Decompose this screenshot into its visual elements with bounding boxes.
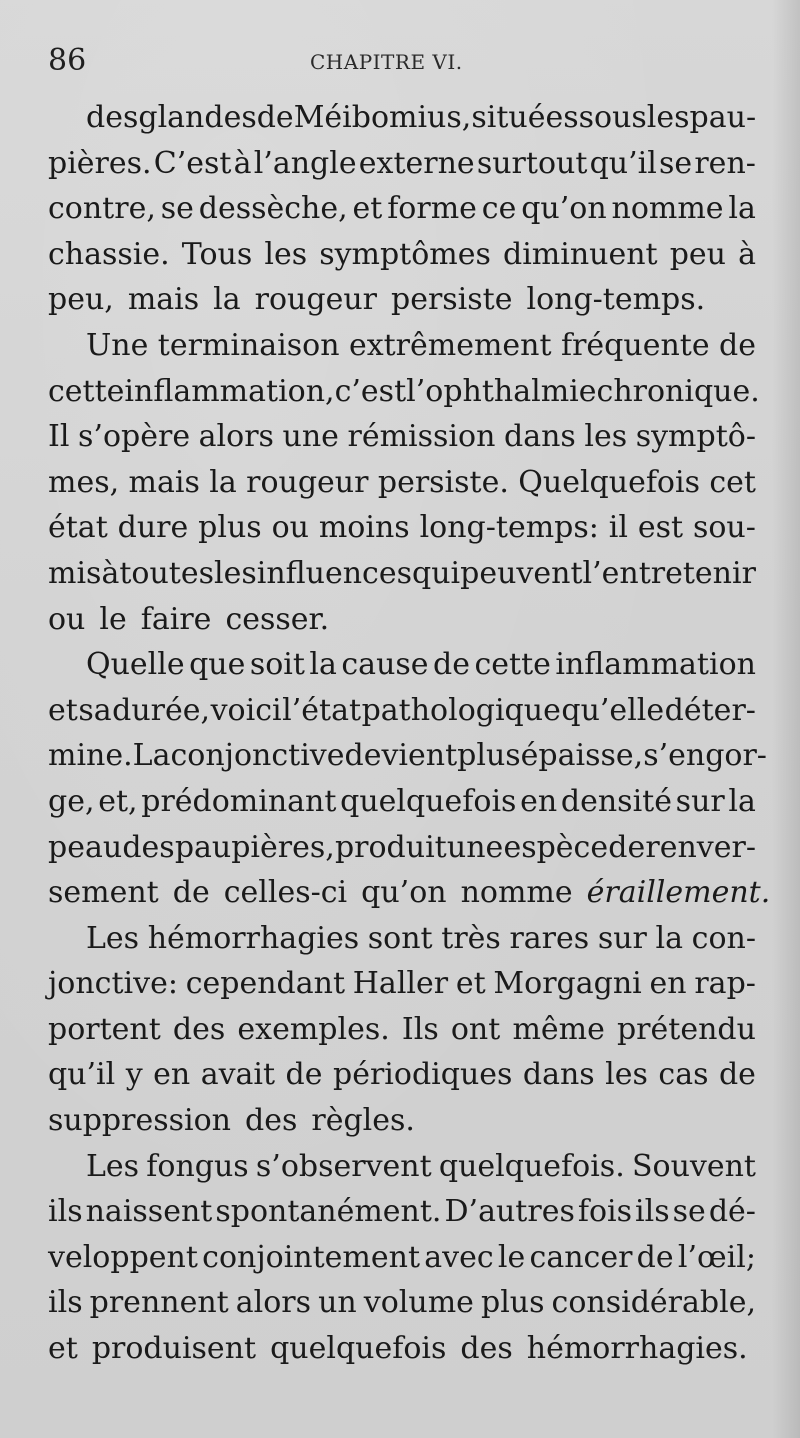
word: peu, [48, 282, 114, 318]
word: de [636, 1239, 674, 1275]
word: prédominant [141, 783, 337, 819]
word: se [672, 1194, 706, 1230]
word: sur [597, 920, 647, 956]
word: Les [86, 1148, 140, 1184]
word: D’autres [444, 1194, 575, 1230]
word: veloppent [48, 1239, 198, 1275]
word: la [728, 191, 756, 227]
word: de [608, 829, 646, 865]
word: de [256, 100, 294, 135]
word: plus [480, 1285, 545, 1321]
word: et [48, 1331, 78, 1367]
word: et [352, 191, 383, 227]
text-line [48, 277, 756, 323]
word: ren- [694, 145, 756, 181]
word: Quelquefois [518, 464, 700, 500]
word: cancer [529, 1239, 633, 1275]
word: nomme [460, 875, 573, 911]
text-line [48, 1007, 756, 1053]
word: forme [387, 191, 477, 227]
word: cause [341, 647, 429, 683]
word: qu’il [48, 1057, 116, 1093]
word: très [441, 920, 501, 956]
word: les [646, 100, 690, 135]
text-line [48, 460, 756, 506]
text-line [48, 1098, 756, 1144]
word: sou- [692, 510, 756, 546]
word: de [285, 1057, 323, 1093]
word: densité [560, 783, 672, 819]
word: qu’il [589, 145, 657, 181]
word: la [655, 920, 683, 956]
word: en [649, 966, 687, 1002]
text-line [48, 1235, 756, 1281]
text-line [48, 505, 756, 551]
word: suppression [48, 1103, 231, 1139]
word: nomme [611, 191, 724, 227]
word: paupières, [174, 829, 335, 865]
word: des [245, 1103, 298, 1139]
word: persiste. [377, 464, 509, 500]
word: Tous [181, 236, 253, 272]
text-line [86, 323, 756, 369]
word: s’observent [255, 1148, 432, 1184]
word: peu [669, 236, 726, 272]
word: les [213, 555, 257, 591]
text-line [48, 141, 756, 187]
word: sont [367, 920, 433, 956]
word: contre, [48, 191, 156, 227]
word: quelquefois [340, 783, 517, 819]
word: ils [635, 1194, 670, 1230]
word: con- [691, 920, 756, 956]
word: mes, [48, 464, 120, 500]
word: C’est [153, 145, 232, 181]
word: peuvent [460, 555, 583, 591]
word: naissent [85, 1194, 213, 1230]
word: situées [471, 100, 579, 135]
word: il [608, 510, 628, 546]
word: Une [86, 327, 149, 363]
word: de [172, 875, 210, 911]
word: toutes [119, 555, 214, 591]
word: des [86, 100, 139, 135]
word: diminuent [503, 236, 658, 272]
word: de [718, 327, 756, 363]
word: pathologique [361, 692, 561, 728]
word: ils [48, 1285, 83, 1321]
word: dessèche, [198, 191, 348, 227]
word: mais [128, 464, 200, 500]
word: alors [198, 419, 274, 455]
word: terminaison [157, 327, 340, 363]
word: Morgagni [493, 966, 642, 1002]
word: pau- [689, 100, 757, 135]
word: conjointement [202, 1239, 421, 1275]
word: extrêmement [348, 327, 552, 363]
word: dans [522, 1057, 595, 1093]
word: mine. [48, 738, 133, 774]
word: persiste [390, 282, 513, 318]
word: à [738, 236, 756, 272]
word: se [160, 191, 194, 227]
word: c’est [334, 373, 407, 409]
word: plus [457, 738, 521, 774]
text-line [48, 551, 756, 597]
word: et [48, 692, 78, 728]
text-line [48, 870, 771, 916]
word: fréquente [560, 327, 710, 363]
word: périodiques [332, 1057, 513, 1093]
word: est [637, 510, 684, 546]
word: à [101, 555, 120, 591]
word: des [460, 1331, 513, 1367]
word: devient [344, 738, 458, 774]
word: la [213, 282, 241, 318]
word: ou [48, 601, 86, 637]
word: le [497, 1239, 526, 1275]
word: des [122, 829, 175, 865]
word: chassie. [48, 236, 170, 272]
word: épaisse, [520, 738, 644, 774]
word: hémorrhagies. [526, 1331, 748, 1367]
word: l’entretenir [582, 555, 756, 591]
word: dans [503, 419, 576, 455]
word: fongus [146, 1148, 249, 1184]
word: cas [658, 1057, 709, 1093]
text-line [48, 961, 756, 1007]
word: qu’on [521, 191, 607, 227]
word: produit [334, 829, 447, 865]
word: cependant [185, 966, 346, 1002]
word: et [455, 966, 486, 1002]
word: mais [127, 282, 200, 318]
word: la [309, 647, 337, 683]
text-line [86, 1144, 756, 1190]
text-line [48, 688, 756, 734]
word: Méibomius, [293, 100, 472, 135]
word: produisent [91, 1331, 257, 1367]
word: soit [249, 647, 305, 683]
text-line [86, 95, 756, 141]
word: jonctive: [48, 966, 178, 1002]
word: y [125, 1057, 143, 1093]
word: portent [48, 1011, 161, 1047]
word: fois [577, 1194, 633, 1230]
word: les [605, 1057, 648, 1093]
word: prétendu [616, 1011, 756, 1047]
word: rougeur [254, 282, 377, 318]
word: en [153, 1057, 191, 1093]
word: mis [48, 555, 102, 591]
word: conjonctive [170, 738, 345, 774]
word: l’angle [253, 145, 357, 181]
page-header [48, 41, 752, 81]
word: dé- [708, 1194, 756, 1230]
word: sa [78, 692, 112, 728]
text-line [86, 642, 756, 688]
word: chronique. [596, 373, 760, 409]
word: voici [210, 692, 282, 728]
text-line [48, 232, 756, 278]
word: un [318, 1285, 357, 1321]
page-number: 86 [48, 43, 87, 78]
word: la [209, 464, 237, 500]
word: glandes [138, 100, 257, 135]
word: des [172, 1011, 226, 1047]
word: inflammation [555, 647, 756, 683]
word: le [99, 601, 127, 637]
word: cesser. [225, 601, 330, 637]
word: renver- [645, 829, 756, 865]
word: ont [450, 1011, 501, 1047]
word: externe [358, 145, 475, 181]
word: l’état [282, 692, 362, 728]
text-line [48, 779, 756, 825]
word: les [584, 419, 628, 455]
word: sous [578, 100, 647, 135]
word: une [446, 829, 504, 865]
word: les [264, 236, 308, 272]
text-line [48, 733, 767, 779]
word: s’engor- [643, 738, 767, 774]
word: de [718, 1057, 756, 1093]
word: rémission [347, 419, 496, 455]
word: Quelle [86, 647, 185, 683]
word: ils [48, 1194, 83, 1230]
word: considérable, [551, 1285, 756, 1321]
word: long-temps. [526, 282, 706, 318]
word: peau [48, 829, 123, 865]
word: rougeur [246, 464, 369, 500]
word: et, [98, 783, 138, 819]
word: l’œil; [677, 1239, 756, 1275]
word: exemples. [237, 1011, 390, 1047]
word: symptô- [635, 419, 756, 455]
word: qu’on [361, 875, 447, 911]
word: ou [271, 510, 309, 546]
word: Haller [352, 966, 449, 1002]
italic-term: éraillement. [586, 875, 771, 911]
text-line [48, 597, 756, 643]
word: Les [86, 920, 140, 956]
word: sur [675, 783, 725, 819]
text-line [48, 369, 760, 415]
word: symptômes [319, 236, 491, 272]
word: Il [48, 419, 70, 455]
word: durée, [112, 692, 211, 728]
word: celles-ci [223, 875, 348, 911]
word: rares [509, 920, 590, 956]
text-line [48, 1189, 756, 1235]
word: moins [318, 510, 410, 546]
running-head: CHAPITRE VI. [310, 50, 463, 74]
text-line [86, 916, 756, 962]
word: cet [709, 464, 756, 500]
text-line [48, 1280, 756, 1326]
word: à [233, 145, 252, 181]
text-line [48, 414, 756, 460]
word: qu’elle [561, 692, 665, 728]
word: rap- [694, 966, 756, 1002]
word: une [282, 419, 339, 455]
word: ce [481, 191, 517, 227]
word: la [728, 783, 756, 819]
text-line [48, 825, 756, 871]
word: La [132, 738, 171, 774]
word: volume [363, 1285, 474, 1321]
word: avait [200, 1057, 276, 1093]
word: qui [412, 555, 461, 591]
word: long-temps: [419, 510, 599, 546]
word: faire [140, 601, 212, 637]
word: Souvent [631, 1148, 756, 1184]
word: état [48, 510, 108, 546]
word: que [189, 647, 246, 683]
text-line [48, 186, 756, 232]
text-line [48, 1052, 756, 1098]
word: pières. [48, 145, 152, 181]
word: l’ophthalmie [406, 373, 597, 409]
word: dure [117, 510, 189, 546]
word: déter- [664, 692, 756, 728]
word: plus [198, 510, 262, 546]
word: spontanément. [215, 1194, 442, 1230]
word: avec [424, 1239, 494, 1275]
word: inflammation, [124, 373, 335, 409]
word: espèce [503, 829, 609, 865]
word: ge, [48, 783, 95, 819]
word: surtout [476, 145, 588, 181]
word: prennent [89, 1285, 229, 1321]
word: quelquefois. [438, 1148, 625, 1184]
word: de [433, 647, 470, 683]
word: Ils [401, 1011, 439, 1047]
word: se [659, 145, 693, 181]
word: hémorrhagies [147, 920, 360, 956]
body-text [48, 95, 771, 1372]
word: quelquefois [270, 1331, 447, 1367]
word: alors [235, 1285, 312, 1321]
word: cette [474, 647, 551, 683]
word: même [512, 1011, 605, 1047]
word: en [520, 783, 558, 819]
word: sement [48, 875, 159, 911]
word: s’opère [78, 419, 191, 455]
word: cette [48, 373, 125, 409]
word: influences [256, 555, 413, 591]
text-line [48, 1326, 756, 1372]
word: règles. [311, 1103, 415, 1139]
